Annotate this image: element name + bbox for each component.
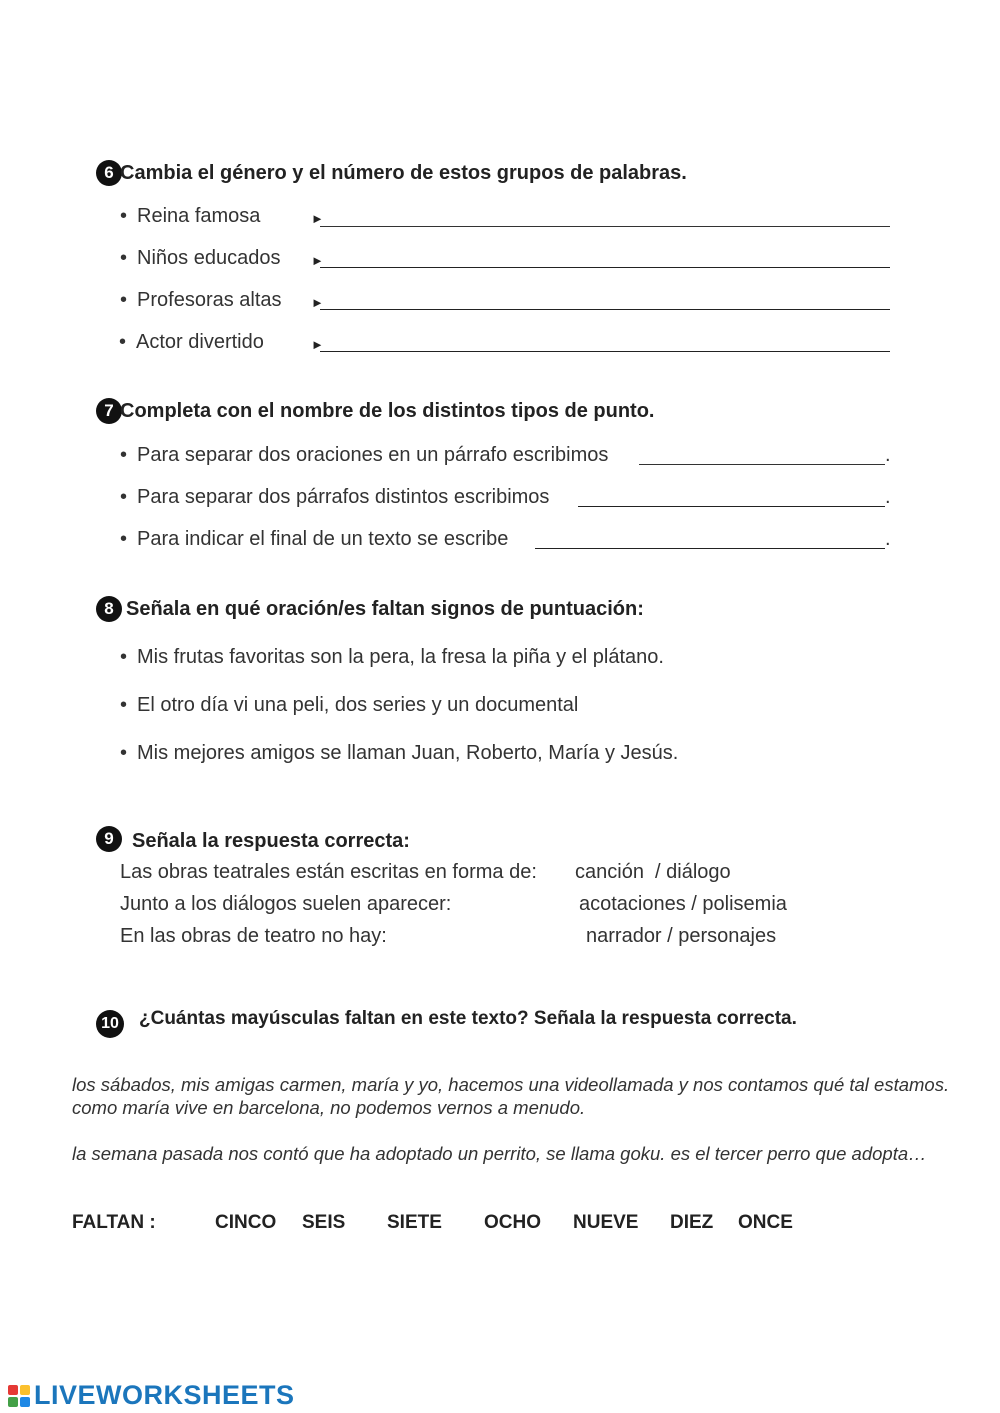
exercise-10-number: 10 [96,1010,124,1038]
exercise-6-number: 6 [96,160,122,186]
ex7-item-3: • Para indicar el final de un texto se escribe [120,528,508,551]
ex9-options-1[interactable]: canción / diálogo [575,861,731,883]
ex10-option-nueve[interactable]: NUEVE [573,1212,639,1233]
exercise-8-number: 8 [96,596,122,622]
ex6-answer-line-2[interactable] [320,267,890,268]
ex10-option-seis[interactable]: SEIS [302,1212,346,1233]
logo-square-blue [20,1397,30,1407]
ex7-answer-line-2[interactable] [578,506,885,507]
ex10-paragraph-2: la semana pasada nos contó que ha adoptado un perrito, se llama goku. es el tercer perro que adopta… [72,1143,927,1164]
logo-square-yellow [20,1385,30,1395]
ex8-sentence-3[interactable]: • Mis mejores amigos se llaman Juan, Roberto, María y Jesús. [120,742,678,765]
ex10-option-siete[interactable]: SIETE [387,1212,442,1233]
exercise-9-title: Señala la respuesta correcta: [132,830,410,852]
ex6-item-1: • Reina famosa [120,205,260,228]
ex10-faltan-label: FALTAN : [72,1212,156,1233]
ex6-answer-line-3[interactable] [320,309,890,310]
ex7-period-2: . [885,486,891,508]
ex10-option-diez[interactable]: DIEZ [670,1212,714,1233]
ex7-period-3: . [885,528,891,550]
ex7-answer-line-1[interactable] [639,464,885,465]
ex10-option-once[interactable]: ONCE [738,1212,793,1233]
ex8-sentence-2[interactable]: • El otro día vi una peli, dos series y un documental [120,694,578,717]
ex10-option-ocho[interactable]: OCHO [484,1212,541,1233]
exercise-7-title: Completa con el nombre de los distintos tipos de punto. [120,400,655,422]
ex6-answer-line-4[interactable] [320,351,890,352]
ex9-options-3[interactable]: narrador / personajes [586,925,777,947]
liveworksheets-logo[interactable] [8,1380,295,1411]
ex9-question-3: En las obras de teatro no hay: [120,925,387,947]
ex7-item-1: • Para separar dos oraciones en un párrafo escribimos [120,444,608,467]
exercise-6-title: Cambia el género y el número de estos grupos de palabras. [120,162,687,184]
liveworksheets-brand: LIVEWORKSHEETS [34,1380,295,1410]
ex9-options-2[interactable]: acotaciones / polisemia [579,893,787,915]
ex6-item-2: • Niños educados [120,247,280,270]
ex10-option-cinco[interactable]: CINCO [215,1212,277,1233]
ex6-answer-line-1[interactable] [320,226,890,227]
exercise-9-number: 9 [96,826,122,852]
arrow-icon: ► [311,337,324,352]
exercise-10-title: ¿Cuántas mayúsculas faltan en este texto? Señala la respuesta correcta. [139,1008,797,1029]
ex10-paragraph-1: los sábados, mis amigas carmen, maría y yo, hacemos una videollamada y nos contamos qué tal estamos. como maría vive en barcelona, no podemos vernos a menudo. [72,1074,950,1118]
arrow-icon: ► [311,211,324,226]
liveworksheets-logo-icon [8,1385,30,1407]
ex7-period-1: . [885,444,891,466]
logo-square-green [8,1397,18,1407]
ex8-sentence-1[interactable]: • Mis frutas favoritas son la pera, la fresa la piña y el plátano. [120,646,664,669]
ex9-question-2: Junto a los diálogos suelen aparecer: [120,893,452,915]
ex9-question-1: Las obras teatrales están escritas en forma de: [120,861,537,883]
exercise-8-title: Señala en qué oración/es faltan signos de puntuación: [126,598,644,620]
logo-square-red [8,1385,18,1395]
ex6-item-4: • Actor divertido [119,331,264,354]
arrow-icon: ► [311,295,324,310]
ex6-item-3: • Profesoras altas [120,289,282,312]
arrow-icon: ► [311,253,324,268]
ex7-answer-line-3[interactable] [535,548,885,549]
ex7-item-2: • Para separar dos párrafos distintos escribimos [120,486,549,509]
exercise-7-number: 7 [96,398,122,424]
